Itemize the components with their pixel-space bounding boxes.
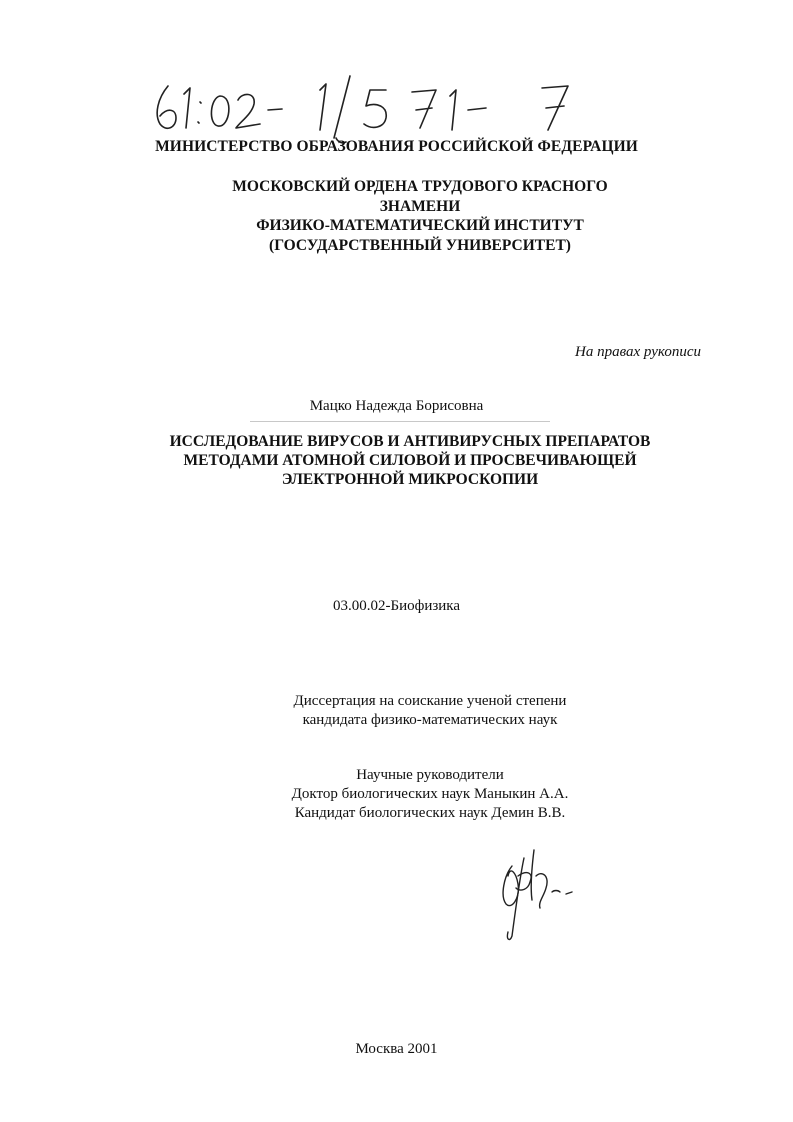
institute-line-3: (ГОСУДАРСТВЕННЫЙ УНИВЕРСИТЕТ) <box>269 236 571 254</box>
scan-artifact-line <box>250 421 550 422</box>
degree-line-1: Диссертация на соискание ученой степени <box>293 693 567 709</box>
manuscript-rights-note: На правах рукописи <box>575 344 701 360</box>
title-line-1: ИССЛЕДОВАНИЕ ВИРУСОВ И АНТИВИРУСНЫХ ПРЕПАРАТОВ <box>169 433 651 450</box>
advisors-heading: Научные руководители <box>356 767 504 783</box>
ministry-heading: МИНИСТЕРСТВО ОБРАЗОВАНИЯ РОССИЙСКОЙ ФЕДЕРАЦИИ <box>155 138 638 155</box>
handwritten-archive-code <box>150 66 600 146</box>
institute-line-1: МОСКОВСКИЙ ОРДЕНА ТРУДОВОГО КРАСНОГО ЗНАМЕНИ <box>232 178 608 215</box>
advisor-1: Доктор биологических наук Маныкин А.А. <box>291 786 569 802</box>
degree-statement <box>230 692 630 730</box>
advisors-block <box>200 766 660 823</box>
specialty-code: 03.00.02-Биофизика <box>332 598 461 614</box>
handwritten-signature <box>490 836 580 946</box>
title-line-3: ЭЛЕКТРОННОЙ МИКРОСКОПИИ <box>281 471 539 488</box>
institute-line-2: ФИЗИКО-МАТЕМАТИЧЕСКИЙ ИНСТИТУТ <box>256 217 584 234</box>
advisor-2: Кандидат биологических наук Демин В.В. <box>294 805 566 821</box>
title-line-2: МЕТОДАМИ АТОМНОЙ СИЛОВОЙ И ПРОСВЕЧИВАЮЩЕЙ <box>183 452 637 469</box>
degree-line-2: кандидата физико-математических наук <box>302 712 558 728</box>
institute-heading <box>214 177 626 255</box>
city-year: Москва 2001 <box>355 1041 438 1057</box>
author-name: Мацко Надежда Борисовна <box>309 398 484 414</box>
dissertation-title <box>150 432 670 489</box>
